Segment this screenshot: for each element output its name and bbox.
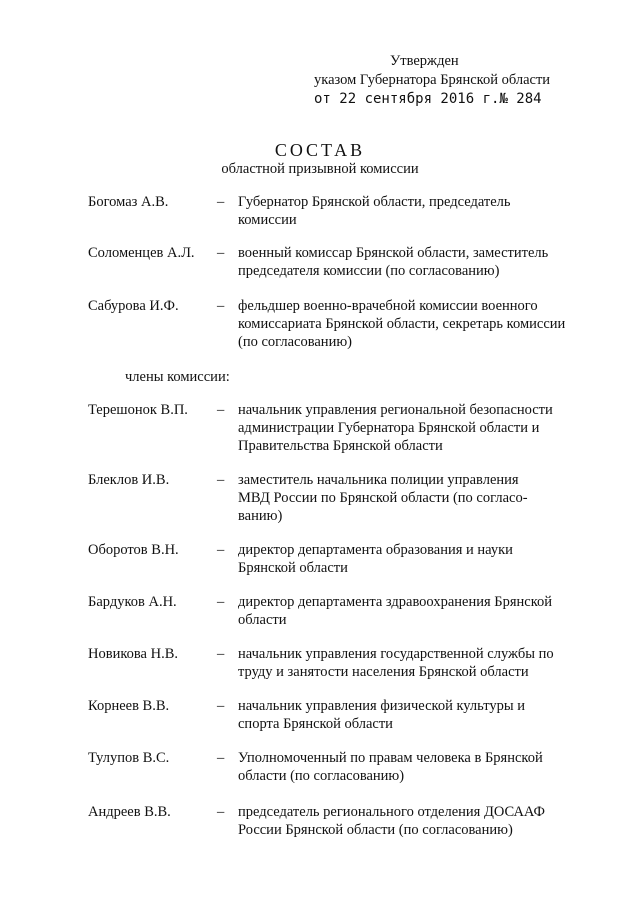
member-position: [238, 749, 568, 785]
dash-separator: –: [217, 542, 225, 558]
member-position: [238, 471, 568, 525]
member-position: [238, 297, 568, 351]
member-position-line: директор департамента образования и науки: [238, 542, 513, 558]
member-position: [238, 401, 568, 455]
member-name: Терешонок В.П.: [88, 402, 188, 418]
member-name: Бардуков А.Н.: [88, 594, 177, 610]
dash-separator: –: [217, 298, 225, 314]
member-position-line: области: [238, 612, 287, 628]
member-position: [238, 244, 568, 280]
member-position-line: Брянской области: [238, 560, 348, 576]
approval-line-approved: Утвержден: [390, 53, 459, 69]
member-position: [238, 803, 568, 839]
member-position-line: ванию): [238, 508, 283, 524]
dash-separator: –: [217, 750, 225, 766]
dash-separator: –: [217, 194, 225, 210]
dash-separator: –: [217, 698, 225, 714]
member-position-line: комиссии: [238, 212, 297, 228]
members-label: члены комиссии:: [125, 369, 230, 385]
dash-separator: –: [217, 646, 225, 662]
dash-separator: –: [217, 804, 225, 820]
member-position: [238, 541, 568, 577]
member-position-line: военный комиссар Брянской области, заместитель: [238, 245, 549, 261]
member-name: Тулупов В.С.: [88, 750, 170, 766]
approval-stamp: [314, 52, 614, 109]
member-position-line: начальник управления физической культуры и: [238, 698, 525, 714]
member-position-line: председателя комиссии (по согласованию): [238, 263, 500, 279]
member-position: [238, 645, 568, 681]
member-position: [238, 697, 568, 733]
member-position-line: (по согласованию): [238, 334, 352, 350]
dash-separator: –: [217, 245, 225, 261]
member-position-line: области (по согласованию): [238, 768, 405, 784]
approval-line-date-number: от 22 сентября 2016 г.№ 284: [314, 91, 542, 107]
member-position-line: Губернатор Брянской области, председатель: [238, 194, 511, 210]
approval-line-decree: указом Губернатора Брянской области: [314, 72, 551, 88]
member-position-line: фельдшер военно-врачебной комиссии военного: [238, 298, 538, 314]
member-position-line: заместитель начальника полиции управления: [238, 472, 519, 488]
member-position-line: председатель регионального отделения ДОСААФ: [238, 804, 545, 820]
member-position-line: начальник управления региональной безопасности: [238, 402, 553, 418]
document-subtitle: областной призывной комиссии: [221, 161, 419, 177]
member-name: Андреев В.В.: [88, 804, 171, 820]
dash-separator: –: [217, 472, 225, 488]
member-name: Новикова Н.В.: [88, 646, 178, 662]
member-position-line: Правительства Брянской области: [238, 438, 443, 454]
member-position-line: администрации Губернатора Брянской области и: [238, 420, 540, 436]
member-position: [238, 193, 568, 229]
document-title: СОСТАВ: [274, 140, 366, 160]
member-position-line: спорта Брянской области: [238, 716, 393, 732]
dash-separator: –: [217, 402, 225, 418]
member-position-line: МВД России по Брянской области (по согласо-: [238, 490, 528, 506]
member-position-line: директор департамента здравоохранения Брянской: [238, 594, 553, 610]
member-name: Оборотов В.Н.: [88, 542, 179, 558]
member-name: Корнеев В.В.: [88, 698, 170, 714]
member-position-line: начальник управления государственной службы по: [238, 646, 554, 662]
member-position-line: комиссариата Брянской области, секретарь комиссии: [238, 316, 566, 332]
member-position-line: труду и занятости населения Брянской области: [238, 664, 529, 680]
member-name: Сабурова И.Ф.: [88, 298, 179, 314]
member-position-line: Уполномоченный по правам человека в Брянской: [238, 750, 543, 766]
member-name: Богомаз А.В.: [88, 194, 169, 210]
member-name: Блеклов И.В.: [88, 472, 170, 488]
member-position-line: России Брянской области (по согласованию): [238, 822, 513, 838]
dash-separator: –: [217, 594, 225, 610]
member-position: [238, 593, 568, 629]
member-name: Соломенцев А.Л.: [88, 245, 195, 261]
